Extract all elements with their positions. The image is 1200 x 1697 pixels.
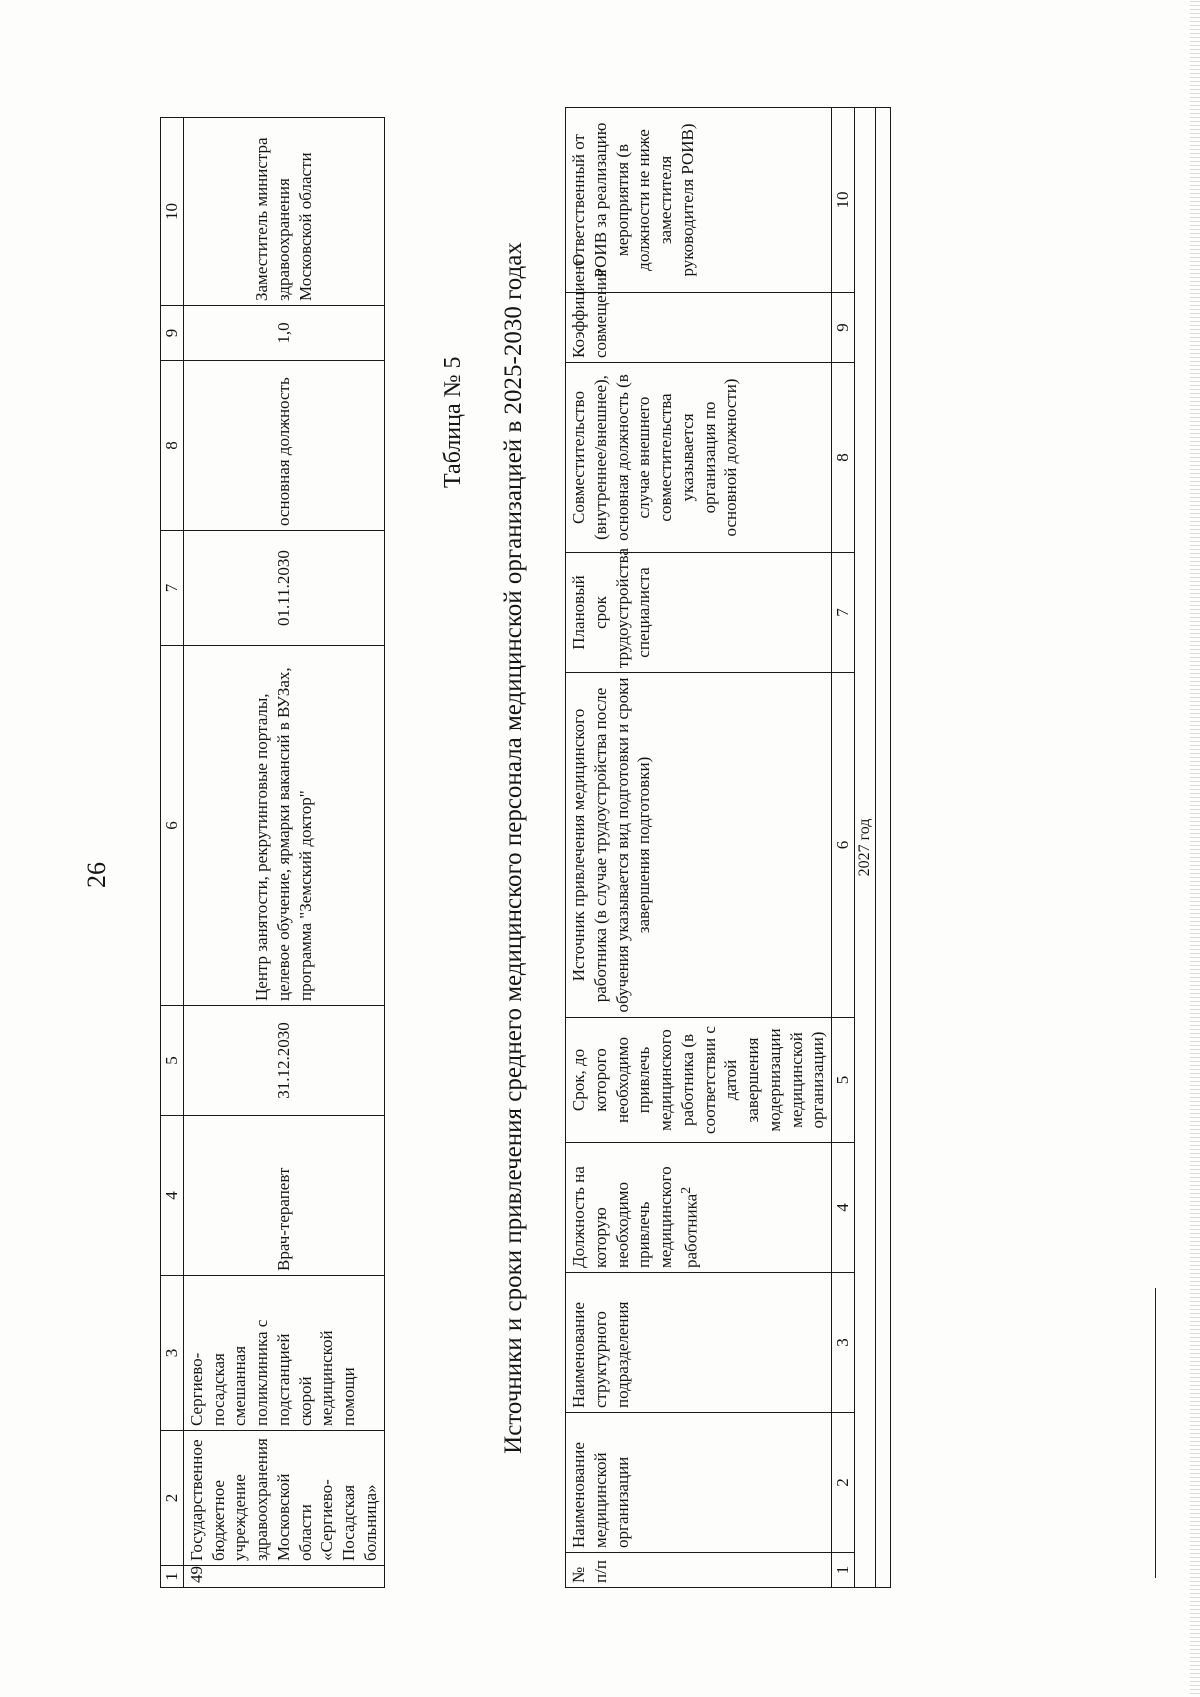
header-coefficient: Коэффициент совмещения [566, 293, 832, 363]
table-title: Источники и сроки привлечения среднего медицинского персонала медицинской организацией в 2025-2030 годах [500, 242, 527, 1454]
footnote-marker: 2 [677, 1186, 694, 1194]
year-row [854, 108, 875, 1588]
header-number: № п/п [566, 1553, 832, 1588]
col-number: 4 [161, 1116, 184, 1276]
col-number: 1 [161, 1566, 184, 1588]
deadline-cell: 31.12.2030 [183, 1006, 384, 1116]
header-division: Наименование структурного подразделения [566, 1273, 832, 1413]
organization-cell: Государственное бюджетное учреждение здравоохранения Московской области «Сергиево-Посадская больница» [183, 1431, 384, 1566]
col-number: 9 [161, 306, 184, 361]
coefficient-cell: 1,0 [183, 306, 384, 361]
header-row [566, 108, 832, 1588]
page-number: 26 [82, 862, 111, 888]
header-job-type: Совместительство (внутреннее/внешнее), основная должность (в случае внешнего совместительства указывается организация по основной должности) [566, 363, 832, 553]
employment-date-cell: 01.11.2030 [183, 531, 384, 646]
col-number: 6 [161, 646, 184, 1006]
number-row [832, 108, 855, 1588]
header-source: Источник привлечения медицинского работника (в случае трудоустройства после обучения указывается вид подготовки и сроки завершения подготовки) [566, 673, 832, 1018]
col-number: 8 [161, 361, 184, 531]
col-number: 8 [832, 363, 855, 553]
col-number: 3 [161, 1276, 184, 1431]
col-number: 5 [832, 1018, 855, 1143]
source-cell: Центр занятости, рекрутинговые порталы, целевое обучение, ярмарки вакансий в ВУЗах, программа "Земский доктор" [183, 646, 384, 1006]
row-number-cell: 49 [183, 1566, 384, 1588]
header-deadline: Срок, до которого необходимо привлечь медицинского работника (в соответствии с датой завершения модернизации медицинской организации) [566, 1018, 832, 1143]
division-cell: Сергиево-посадская смешанная поликлиника с подстанцией скорой медицинской помощи [183, 1276, 384, 1431]
col-number: 6 [832, 673, 855, 1018]
position-cell: Врач-терапевт [183, 1116, 384, 1276]
col-number: 10 [161, 118, 184, 306]
responsible-cell: Заместитель министра здравоохранения Московской области [183, 118, 384, 306]
table-row [183, 118, 384, 1588]
header-position-text: Должность на которую необходимо привлечь медицинского работника [569, 1166, 701, 1268]
col-number: 9 [832, 293, 855, 363]
col-number: 3 [832, 1273, 855, 1413]
top-table-number-row [161, 118, 184, 1588]
col-number: 10 [832, 108, 855, 293]
col-number: 1 [832, 1553, 855, 1588]
table-label: Таблица № 5 [440, 356, 466, 488]
table-5 [565, 107, 891, 1588]
empty-cell [876, 108, 891, 1588]
year-label: 2027 год [854, 108, 875, 1588]
col-number: 2 [161, 1431, 184, 1566]
header-employment-date: Плановый срок трудоустройства специалиста [566, 553, 832, 673]
separator-line [1155, 1288, 1156, 1578]
col-number: 2 [832, 1413, 855, 1553]
job-type-cell: основная должность [183, 361, 384, 531]
rotated-content [0, 48, 1200, 1648]
empty-row [876, 108, 891, 1588]
header-position [566, 1143, 832, 1273]
col-number: 7 [832, 553, 855, 673]
col-number: 7 [161, 531, 184, 646]
col-number: 4 [832, 1143, 855, 1273]
header-responsible: Ответственный от РОИВ за реализацию мероприятия (в должности не ниже заместителя руководителя РОИВ) [566, 108, 832, 293]
col-number: 5 [161, 1006, 184, 1116]
header-organization: Наименование медицинской организации [566, 1413, 832, 1553]
continued-table [160, 117, 385, 1588]
